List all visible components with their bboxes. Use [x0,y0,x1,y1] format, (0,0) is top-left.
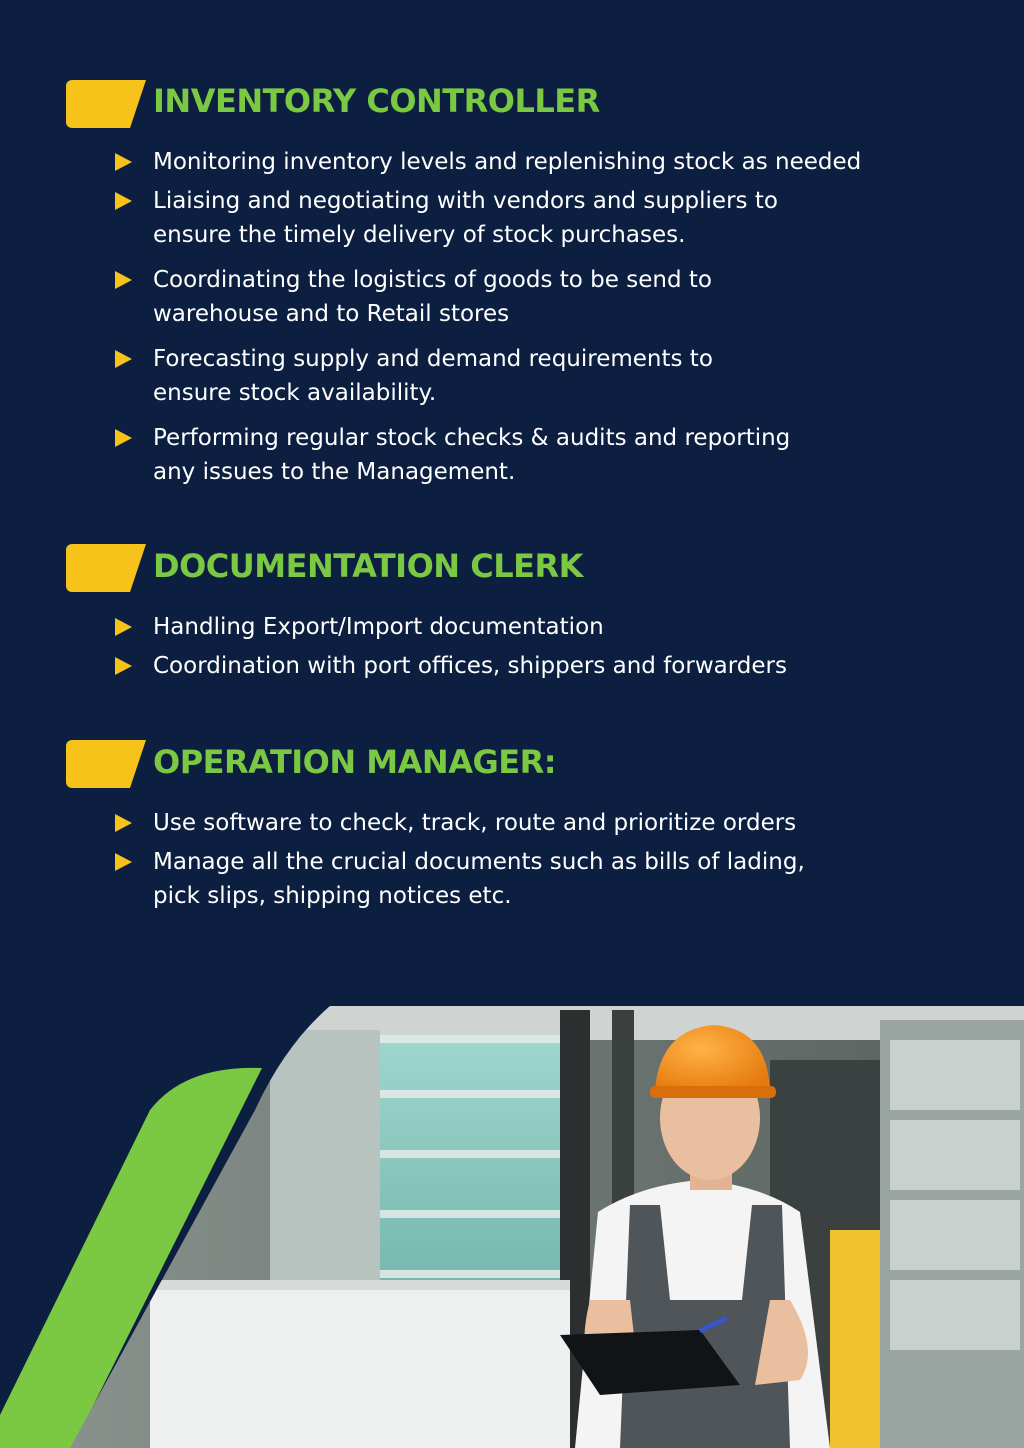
list-item-text: Manage all the crucial documents such as bills of lading, pick slips, shipping notices etc. [153,849,805,909]
bullet-list [113,145,913,500]
section-heading: DOCUMENTATION CLERK [153,547,583,585]
list-item-text: Monitoring inventory levels and replenishing stock as needed [153,149,862,175]
list-item-text: Use software to check, track, route and prioritize orders [153,810,797,836]
section-tag-shape [66,740,146,788]
list-item [113,421,913,489]
list-item-text: Liaising and negotiating with vendors and suppliers to ensure the timely delivery of stock purchases. [153,188,778,248]
section-tag-shape [66,544,146,592]
list-item-text: Forecasting supply and demand requirements to ensure stock availability. [153,346,713,406]
list-item [113,845,913,913]
list-item [113,649,913,683]
list-item [113,610,913,644]
bullet-arrow-icon [115,192,132,210]
bullet-arrow-icon [115,271,132,289]
list-item-text: Performing regular stock checks & audits and reporting any issues to the Management. [153,425,791,485]
list-item-text: Coordinating the logistics of goods to be send to warehouse and to Retail stores [153,267,712,327]
section-heading: INVENTORY CONTROLLER [153,82,600,120]
list-item [113,184,913,252]
bullet-arrow-icon [115,657,132,675]
bullet-list [113,610,913,694]
list-item [113,263,913,331]
list-item [113,806,913,840]
list-item-text: Handling Export/Import documentation [153,614,604,640]
section-tag-shape [66,80,146,128]
list-item-text: Coordination with port offices, shippers and forwarders [153,653,787,679]
warehouse-photo [0,1000,1024,1448]
bullet-arrow-icon [115,853,132,871]
list-item [113,342,913,410]
bullet-arrow-icon [115,429,132,447]
bullet-list [113,806,913,924]
bullet-arrow-icon [115,814,132,832]
bullet-arrow-icon [115,618,132,636]
section-heading: OPERATION MANAGER: [153,743,557,781]
bullet-arrow-icon [115,350,132,368]
list-item [113,145,913,179]
bullet-arrow-icon [115,153,132,171]
